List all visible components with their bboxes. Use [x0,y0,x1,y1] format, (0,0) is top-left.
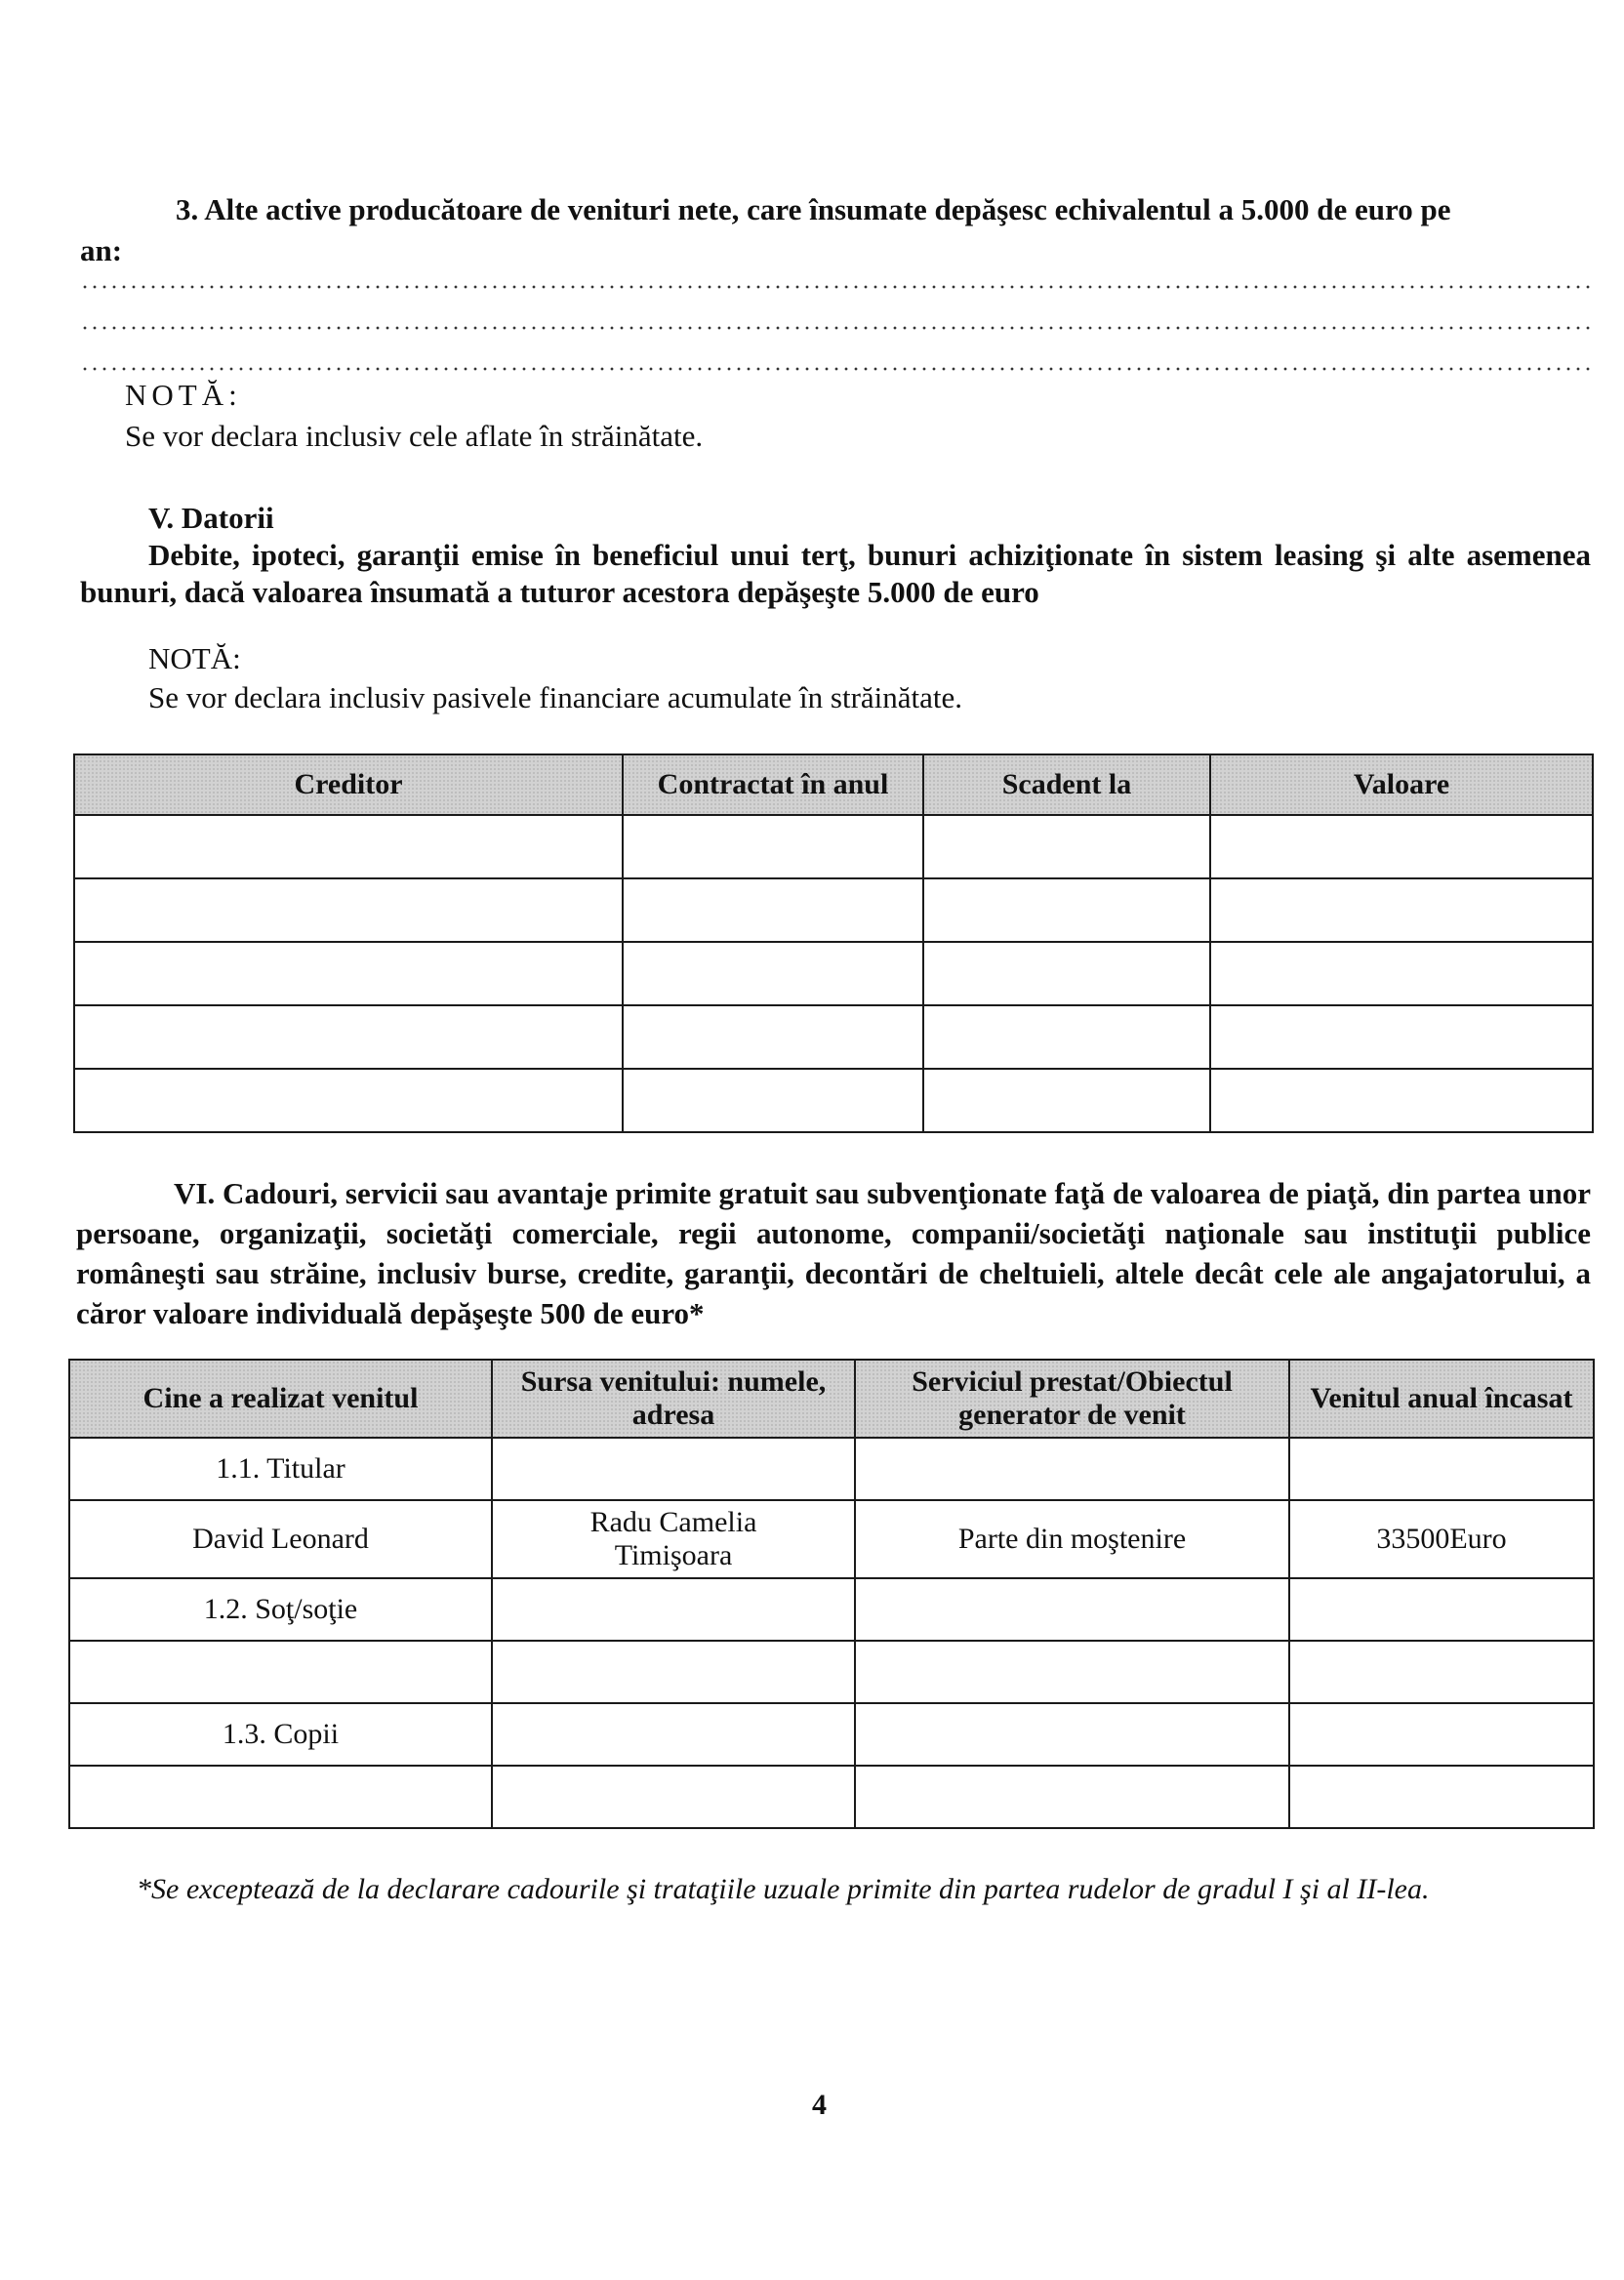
section-v-description: Debite, ipoteci, garanţii emise în beneficiul unui terţ, bunuri achiziţionate în sistem leasing şi alte asemenea bunuri, dacă valoarea însumată a tuturor acestora depăşeşte 5.000 de euro [80,538,1591,609]
table-cell [1210,878,1593,942]
dotted-fill-line [80,325,1591,331]
column-header-due-date: Scadent la [923,754,1210,815]
table-cell [1210,1005,1593,1069]
table-cell [855,1766,1289,1828]
table-header-row [69,1360,1594,1438]
column-header-contract-year: Contractat în anul [623,754,923,815]
table-cell [623,815,923,878]
column-header-value: Valoare [1210,754,1593,815]
table-cell: Radu Camelia Timişoara [492,1500,855,1578]
table-row [74,815,1593,878]
column-header-service-object: Serviciul prestat/Obiectul generator de venit [855,1360,1289,1438]
table-cell [69,1766,492,1828]
column-header-creditor: Creditor [74,754,623,815]
table-cell [855,1703,1289,1766]
table-cell [74,1069,623,1132]
table-cell [74,1005,623,1069]
column-header-annual-income: Venitul anual încasat [1289,1360,1594,1438]
table-cell [69,1641,492,1703]
table-cell [1210,942,1593,1005]
table-row [74,942,1593,1005]
debts-table [73,753,1594,1133]
table-cell [923,1069,1210,1132]
table-cell [492,1641,855,1703]
table-row [69,1641,1594,1703]
table-row [69,1703,1594,1766]
dotted-fill-line [80,366,1591,372]
table-row [74,1069,1593,1132]
table-cell [855,1641,1289,1703]
table-cell [923,1005,1210,1069]
table-cell: 1.3. Copii [69,1703,492,1766]
table-cell [74,878,623,942]
table-cell [1289,1766,1594,1828]
table-cell [1210,1069,1593,1132]
table-cell [1210,815,1593,878]
column-header-income-source: Sursa venitului: numele, adresa [492,1360,855,1438]
table-cell: 1.1. Titular [69,1438,492,1500]
table-header-row [74,754,1593,815]
table-cell [74,815,623,878]
column-header-beneficiary: Cine a realizat venitul [69,1360,492,1438]
table-row [69,1578,1594,1641]
page-number: 4 [812,2089,827,2121]
table-row [69,1438,1594,1500]
dotted-fill-line [80,284,1591,290]
table-row [69,1766,1594,1828]
table-row [74,1005,1593,1069]
table-cell: 33500Euro [1289,1500,1594,1578]
table-cell [923,878,1210,942]
table-cell [492,1438,855,1500]
section-iv-3-heading-cont: an: [80,233,123,267]
table-cell: David Leonard [69,1500,492,1578]
note-label: NOTĂ: [148,641,241,675]
table-cell [623,942,923,1005]
table-cell [623,1005,923,1069]
table-cell [623,878,923,942]
table-cell: 1.2. Soţ/soţie [69,1578,492,1641]
table-cell [1289,1703,1594,1766]
table-cell [1289,1641,1594,1703]
table-cell [623,1069,923,1132]
section-vi-description: VI. Cadouri, servicii sau avantaje primite gratuit sau subvenţionate faţă de valoarea de piaţă, din partea unor persoane, organizaţii, societăţi comerciale, regii autonome, companii/societăţi naţionale sau instituţii publice româneşti sau străine, inclusiv burse, credite, garanţii, decontări de cheltuieli, altele decât cele ale angajatorului, a căror valoare individuală depăşeşte 500 de euro* [76,1176,1591,1330]
table-cell [492,1703,855,1766]
note-label: NOTĂ: [125,378,242,412]
footnote: *Se exceptează de la declarare cadourile şi trataţiile uzuale primite din partea rudelor de gradul I şi al II-lea. [137,1873,1430,1905]
table-cell [855,1578,1289,1641]
table-cell [492,1766,855,1828]
note-text: Se vor declara inclusiv pasivele financiare acumulate în străinătate. [148,680,963,714]
table-cell [492,1578,855,1641]
section-iv-3-heading: 3. Alte active producătoare de venituri nete, care însumate depăşesc echivalentul a 5.000 de euro pe [176,192,1451,226]
section-v-title: V. Datorii [148,501,274,535]
table-row [74,878,1593,942]
table-cell [74,942,623,1005]
table-cell [923,815,1210,878]
table-cell [1289,1438,1594,1500]
table-cell [855,1438,1289,1500]
table-row [69,1500,1594,1578]
note-text: Se vor declara inclusiv cele aflate în străinătate. [125,419,704,453]
gifts-table [68,1359,1595,1829]
table-cell [1289,1578,1594,1641]
table-cell: Parte din moştenire [855,1500,1289,1578]
table-cell [923,942,1210,1005]
